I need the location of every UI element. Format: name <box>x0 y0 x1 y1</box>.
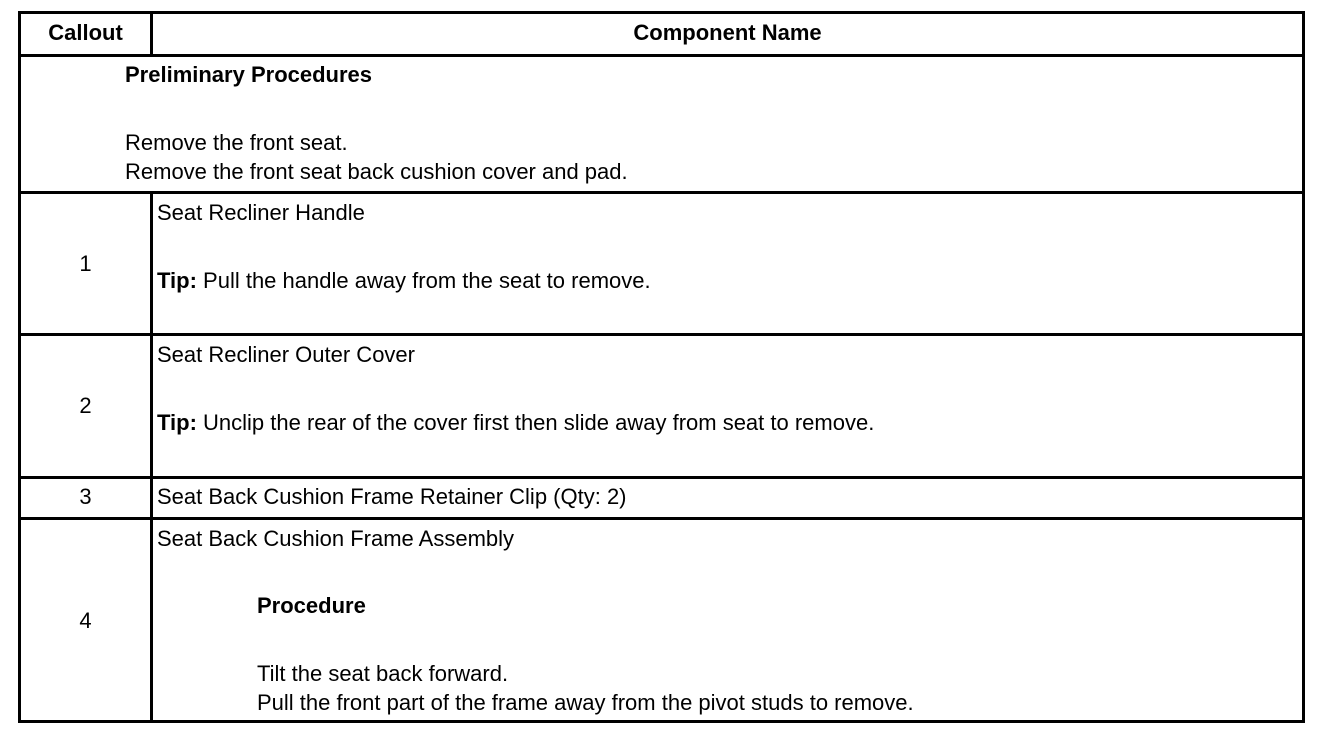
preliminary-title: Preliminary Procedures <box>125 62 373 87</box>
component-name: Seat Recliner Handle <box>157 200 365 225</box>
column-divider <box>150 191 153 720</box>
header-divider <box>21 54 1302 57</box>
preliminary-step: Remove the front seat. <box>125 130 348 155</box>
component-name: Seat Recliner Outer Cover <box>157 342 415 367</box>
preliminary-step: Remove the front seat back cushion cover and pad. <box>125 159 628 184</box>
callout-number: 3 <box>79 484 92 509</box>
row-divider <box>21 517 1302 520</box>
tip-label: Tip: <box>157 410 197 435</box>
callout-column-header: Callout <box>48 20 123 45</box>
component-name: Seat Back Cushion Frame Assembly <box>157 526 515 551</box>
callout-number: 1 <box>79 251 92 276</box>
component-name-column-header: Component Name <box>633 20 822 45</box>
row-divider <box>21 191 1302 194</box>
procedure-step: Tilt the seat back forward. <box>257 661 509 686</box>
row-divider <box>21 476 1302 479</box>
tip-text: Pull the handle away from the seat to remove. <box>196 268 651 293</box>
component-tip <box>157 268 651 294</box>
tip-text: Unclip the rear of the cover first then slide away from seat to remove. <box>196 410 875 435</box>
component-name: Seat Back Cushion Frame Retainer Clip (Qty: 2) <box>157 484 627 509</box>
callout-number: 4 <box>79 608 92 633</box>
tip-label: Tip: <box>157 268 197 293</box>
callout-number: 2 <box>79 393 92 418</box>
row-divider <box>21 333 1302 336</box>
component-tip <box>157 410 874 436</box>
procedure-step: Pull the front part of the frame away from the pivot studs to remove. <box>257 690 914 715</box>
procedure-title: Procedure <box>257 593 366 618</box>
